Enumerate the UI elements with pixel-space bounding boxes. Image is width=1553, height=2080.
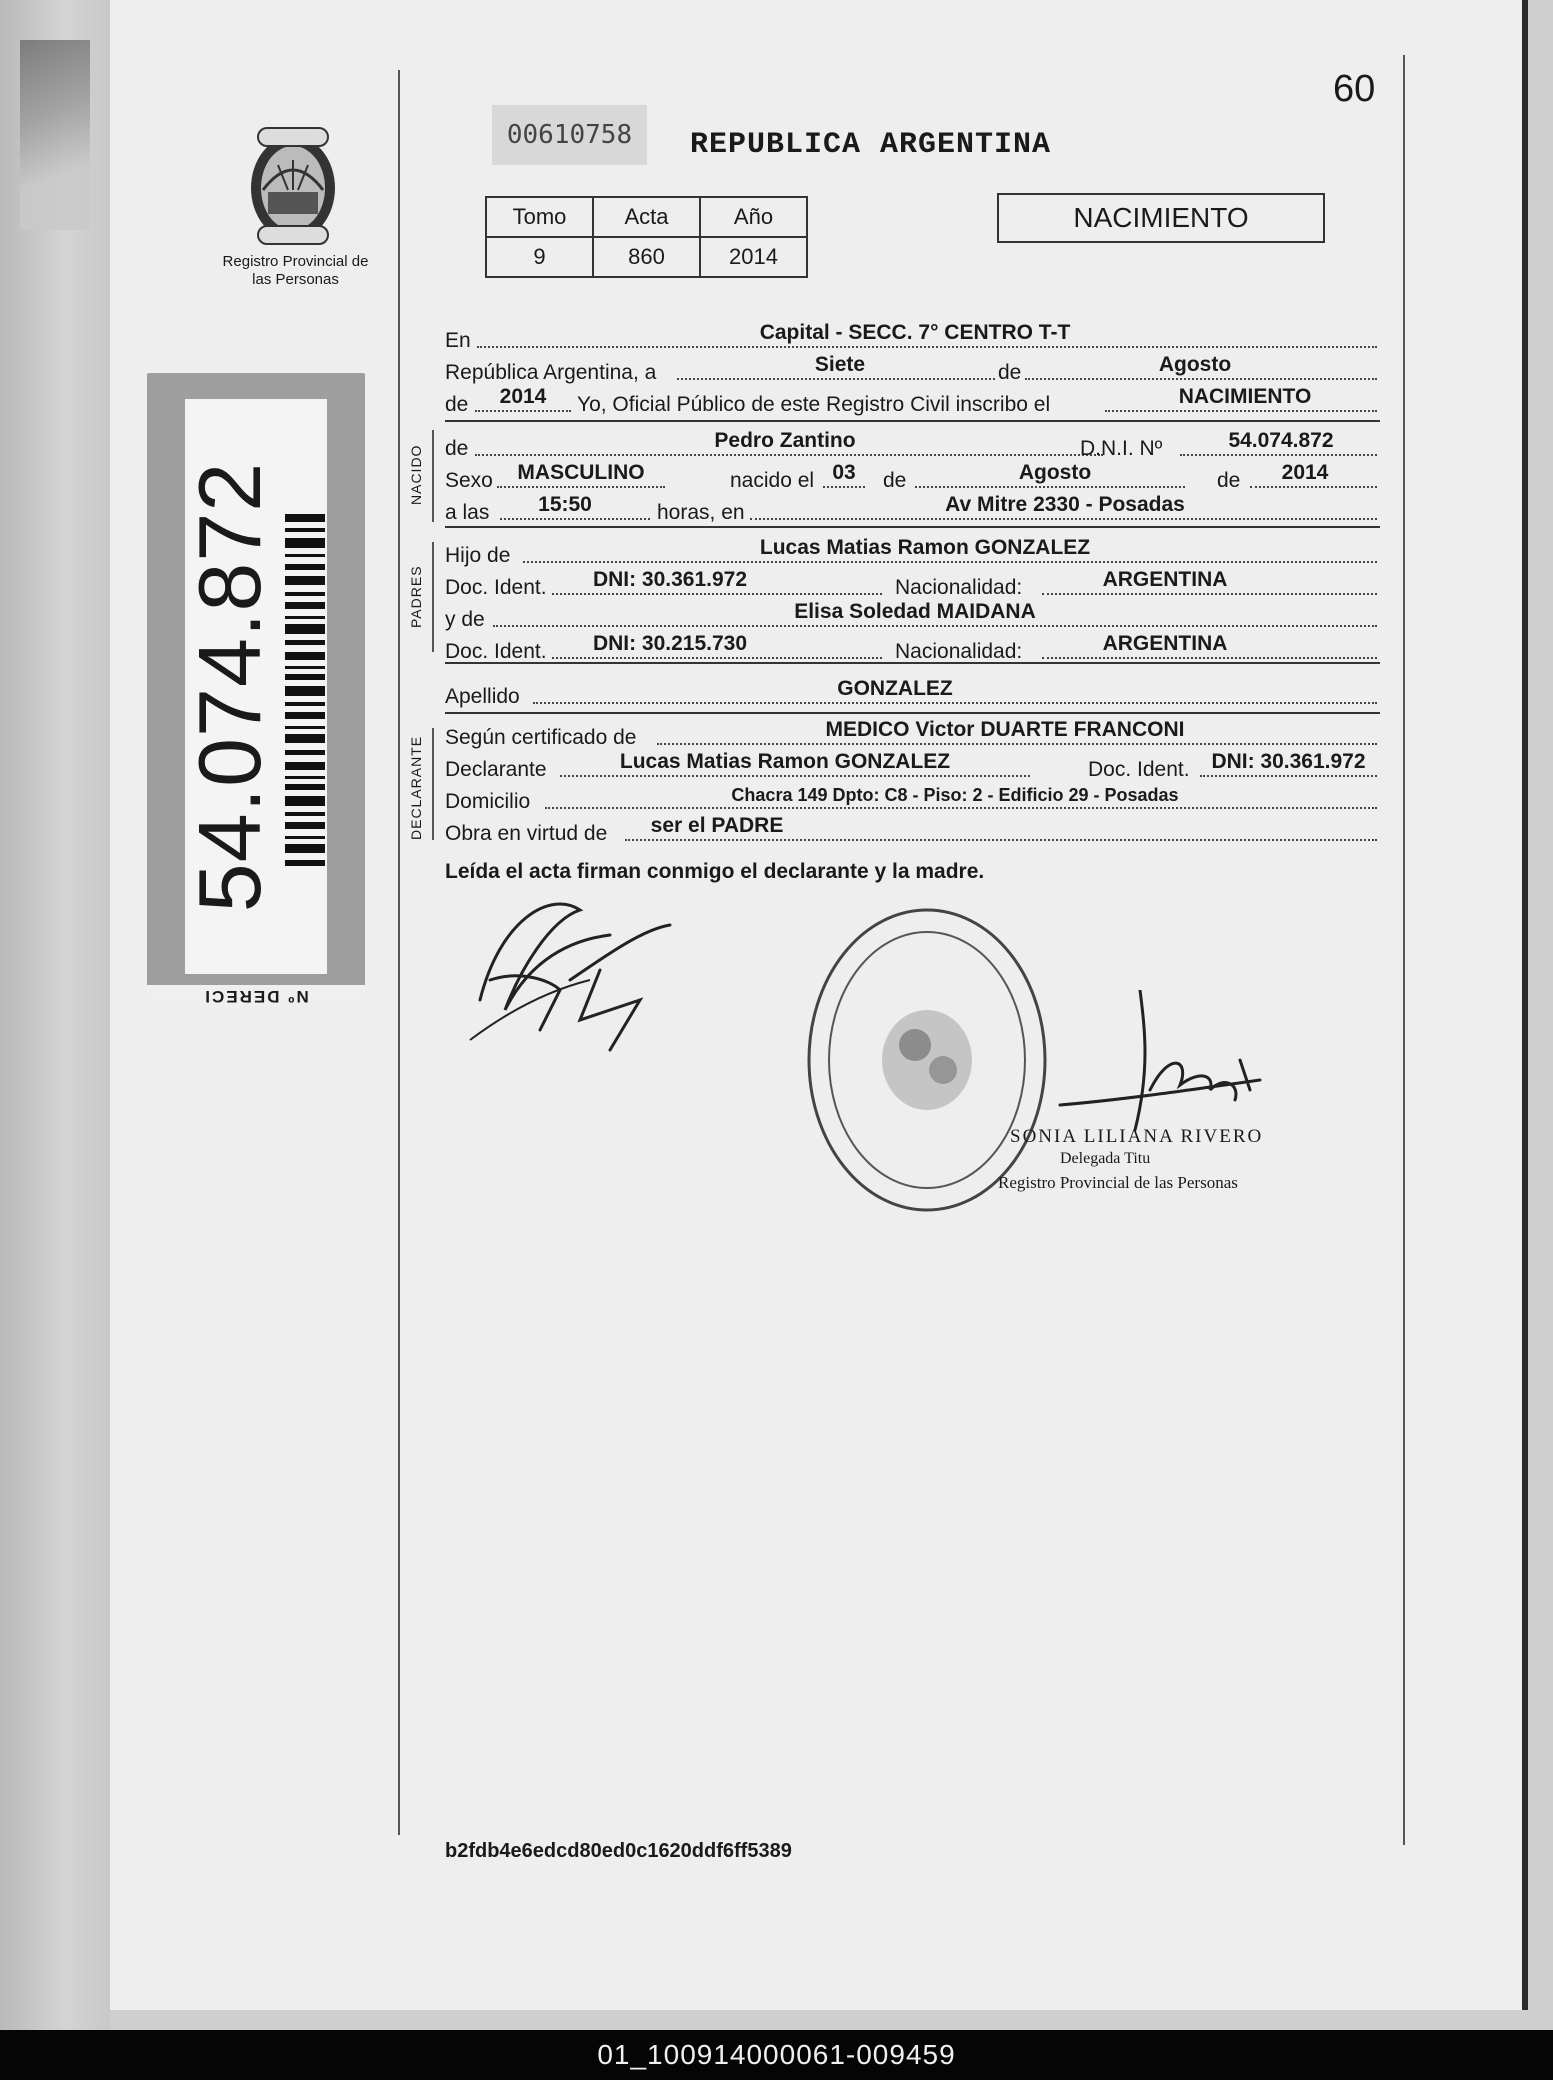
signer-name: SONIA LILIANA RIVERO [1010,1126,1264,1147]
dotted-line [677,378,995,380]
label-republica: República Argentina, a [445,361,657,384]
dotted-line [533,702,1377,704]
officer-signature [1040,990,1270,1140]
table-header-anio: Año [700,197,807,237]
label-domicilio: Domicilio [445,790,531,813]
signer-organization: Registro Provincial de las Personas [998,1173,1238,1192]
value-sexo: MASCULINO [517,461,645,484]
nacido-bracket [432,430,434,522]
value-obra: ser el PADRE [650,814,784,837]
label-de: de [445,437,469,460]
file-id-bar [0,2030,1553,2080]
row-fecha [445,353,1377,387]
document-hash: b2fdb4e6edcd80ed0c1620ddf6ff5389 [445,1840,792,1862]
value-hora: 15:50 [538,493,592,516]
dni-tag-number: 54.074.872 [180,461,279,912]
row-padre-doc [445,568,1377,602]
label-nacionalidad: Nacionalidad: [895,576,1023,599]
value-padre-doc: DNI: 30.361.972 [592,568,748,591]
row-madre [445,600,1377,634]
table-value-tomo: 9 [486,237,593,277]
scan-background-edge [0,0,110,2030]
value-padre: Lucas Matias Ramon GONZALEZ [759,536,1091,559]
value-dni: 54.074.872 [1228,429,1334,452]
dotted-line [1025,378,1377,380]
page-number: 60 [1333,68,1376,110]
row-padre [445,536,1377,570]
declarant-signature [460,880,690,1060]
row-declarante [445,750,1377,784]
table-value-anio: 2014 [700,237,807,277]
dni-tag-footer: Nº DERECI [147,985,365,1007]
label-dni: D.N.I. Nº [1080,437,1163,460]
row-lugar [445,321,1377,355]
dotted-line [475,410,571,412]
table-header-acta: Acta [593,197,700,237]
label-de: de [1217,469,1241,492]
barcode-icon [285,514,325,874]
value-acto: NACIMIENTO [1178,385,1312,408]
label-a-las: a las [445,501,490,524]
closing-statement: Leída el acta firman conmigo el declarante y la madre. [445,860,985,883]
dni-tag [147,373,365,1003]
country-heading: REPUBLICA ARGENTINA [690,128,1052,162]
serial-stamp: 00610758 [492,105,647,165]
dotted-line [1200,775,1377,777]
label-de: de [445,393,469,416]
right-frame-line [1403,55,1405,1845]
label-de: de [998,361,1022,384]
file-id: 01_100914000061-009459 [597,2039,956,2070]
label-doc-ident: Doc. Ident. [445,576,547,599]
dotted-line [657,743,1377,745]
dotted-line [475,454,1103,456]
label-doc-ident: Doc. Ident. [1088,758,1190,781]
dotted-line [552,593,882,595]
value-lugar: Capital - SECC. 7° CENTRO T-T [759,321,1071,344]
value-nac-anio: 2014 [1281,461,1329,484]
label-yo: Yo, Oficial Público de este Registro Civil inscribo el [577,393,1051,416]
dni-tag-label [180,399,327,974]
label-sexo: Sexo [445,469,493,492]
label-nacionalidad: Nacionalidad: [895,640,1023,663]
label-y-de: y de [445,608,485,631]
dotted-line [625,839,1377,841]
dotted-line [1180,454,1377,456]
label-apellido: Apellido [445,685,520,708]
declarante-bracket [432,728,434,840]
table-value-acta: 860 [593,237,700,277]
row-certificado [445,718,1377,752]
value-certificado: MEDICO Victor DUARTE FRANCONI [825,718,1185,741]
dotted-line [750,518,1377,520]
dotted-line [1105,410,1377,412]
registry-caption: Registro Provincial de las Personas [222,253,369,288]
value-apellido: GONZALEZ [837,677,953,700]
value-nac-mes: Agosto [1018,461,1092,484]
dotted-line [915,486,1185,488]
value-madre-nac: ARGENTINA [1102,632,1228,655]
dotted-line [1042,593,1377,595]
side-label-nacido: NACIDO [408,444,424,505]
label-de: de [883,469,907,492]
value-padre-nac: ARGENTINA [1102,568,1228,591]
left-frame-line [398,70,400,1835]
section-rule [445,420,1380,422]
torn-paper-edge [20,40,90,230]
label-en: En [445,329,471,352]
dotted-line [500,518,650,520]
value-declarante-doc: DNI: 30.361.972 [1211,750,1366,773]
record-type-box: NACIMIENTO [997,193,1325,243]
padres-bracket [432,542,434,652]
dotted-line [477,346,1377,348]
row-anio [445,385,1377,419]
volume-table [485,196,808,278]
dotted-line [497,486,665,488]
dotted-line [545,807,1377,809]
dotted-line [523,561,1377,563]
value-dia: Siete [814,353,866,376]
row-obra [445,814,1377,848]
row-hora [445,493,1377,527]
value-nac-dia: 03 [832,461,856,484]
registry-seal-stamp [805,905,1050,1215]
table-header-tomo: Tomo [486,197,593,237]
section-rule [445,526,1380,528]
dotted-line [493,625,1377,627]
value-declarante: Lucas Matias Ramon GONZALEZ [619,750,951,773]
row-apellido [445,677,1377,711]
side-label-padres: PADRES [408,565,424,628]
dotted-line [560,775,1030,777]
dotted-line [1250,486,1377,488]
section-rule [445,712,1380,714]
label-hijo-de: Hijo de [445,544,511,567]
section-rule [445,662,1380,664]
value-anio: 2014 [499,385,547,408]
signer-title: Delegada Titu [1060,1150,1151,1167]
value-madre-doc: DNI: 30.215.730 [592,632,748,655]
row-nombre [445,429,1377,463]
row-domicilio [445,786,1377,816]
label-horas-en: horas, en [657,501,745,524]
dotted-line [823,486,865,488]
value-nombre: Pedro Zantino [714,429,856,452]
dotted-line [1042,657,1377,659]
value-lugar-nac: Av Mitre 2330 - Posadas [945,493,1185,516]
label-nacido-el: nacido el [730,469,815,492]
side-label-declarante: DECLARANTE [408,735,424,840]
row-sexo [445,461,1377,495]
label-obra: Obra en virtud de [445,822,608,845]
label-segun: Según certificado de [445,726,637,749]
value-domicilio: Chacra 149 Dpto: C8 - Piso: 2 - Edificio 29 - Posadas [731,785,1179,805]
label-declarante: Declarante [445,758,547,781]
value-madre: Elisa Soledad MAIDANA [794,600,1036,623]
value-mes: Agosto [1158,353,1232,376]
label-doc-ident: Doc. Ident. [445,640,547,663]
province-coat-of-arms-logo [238,120,348,250]
dotted-line [552,657,882,659]
